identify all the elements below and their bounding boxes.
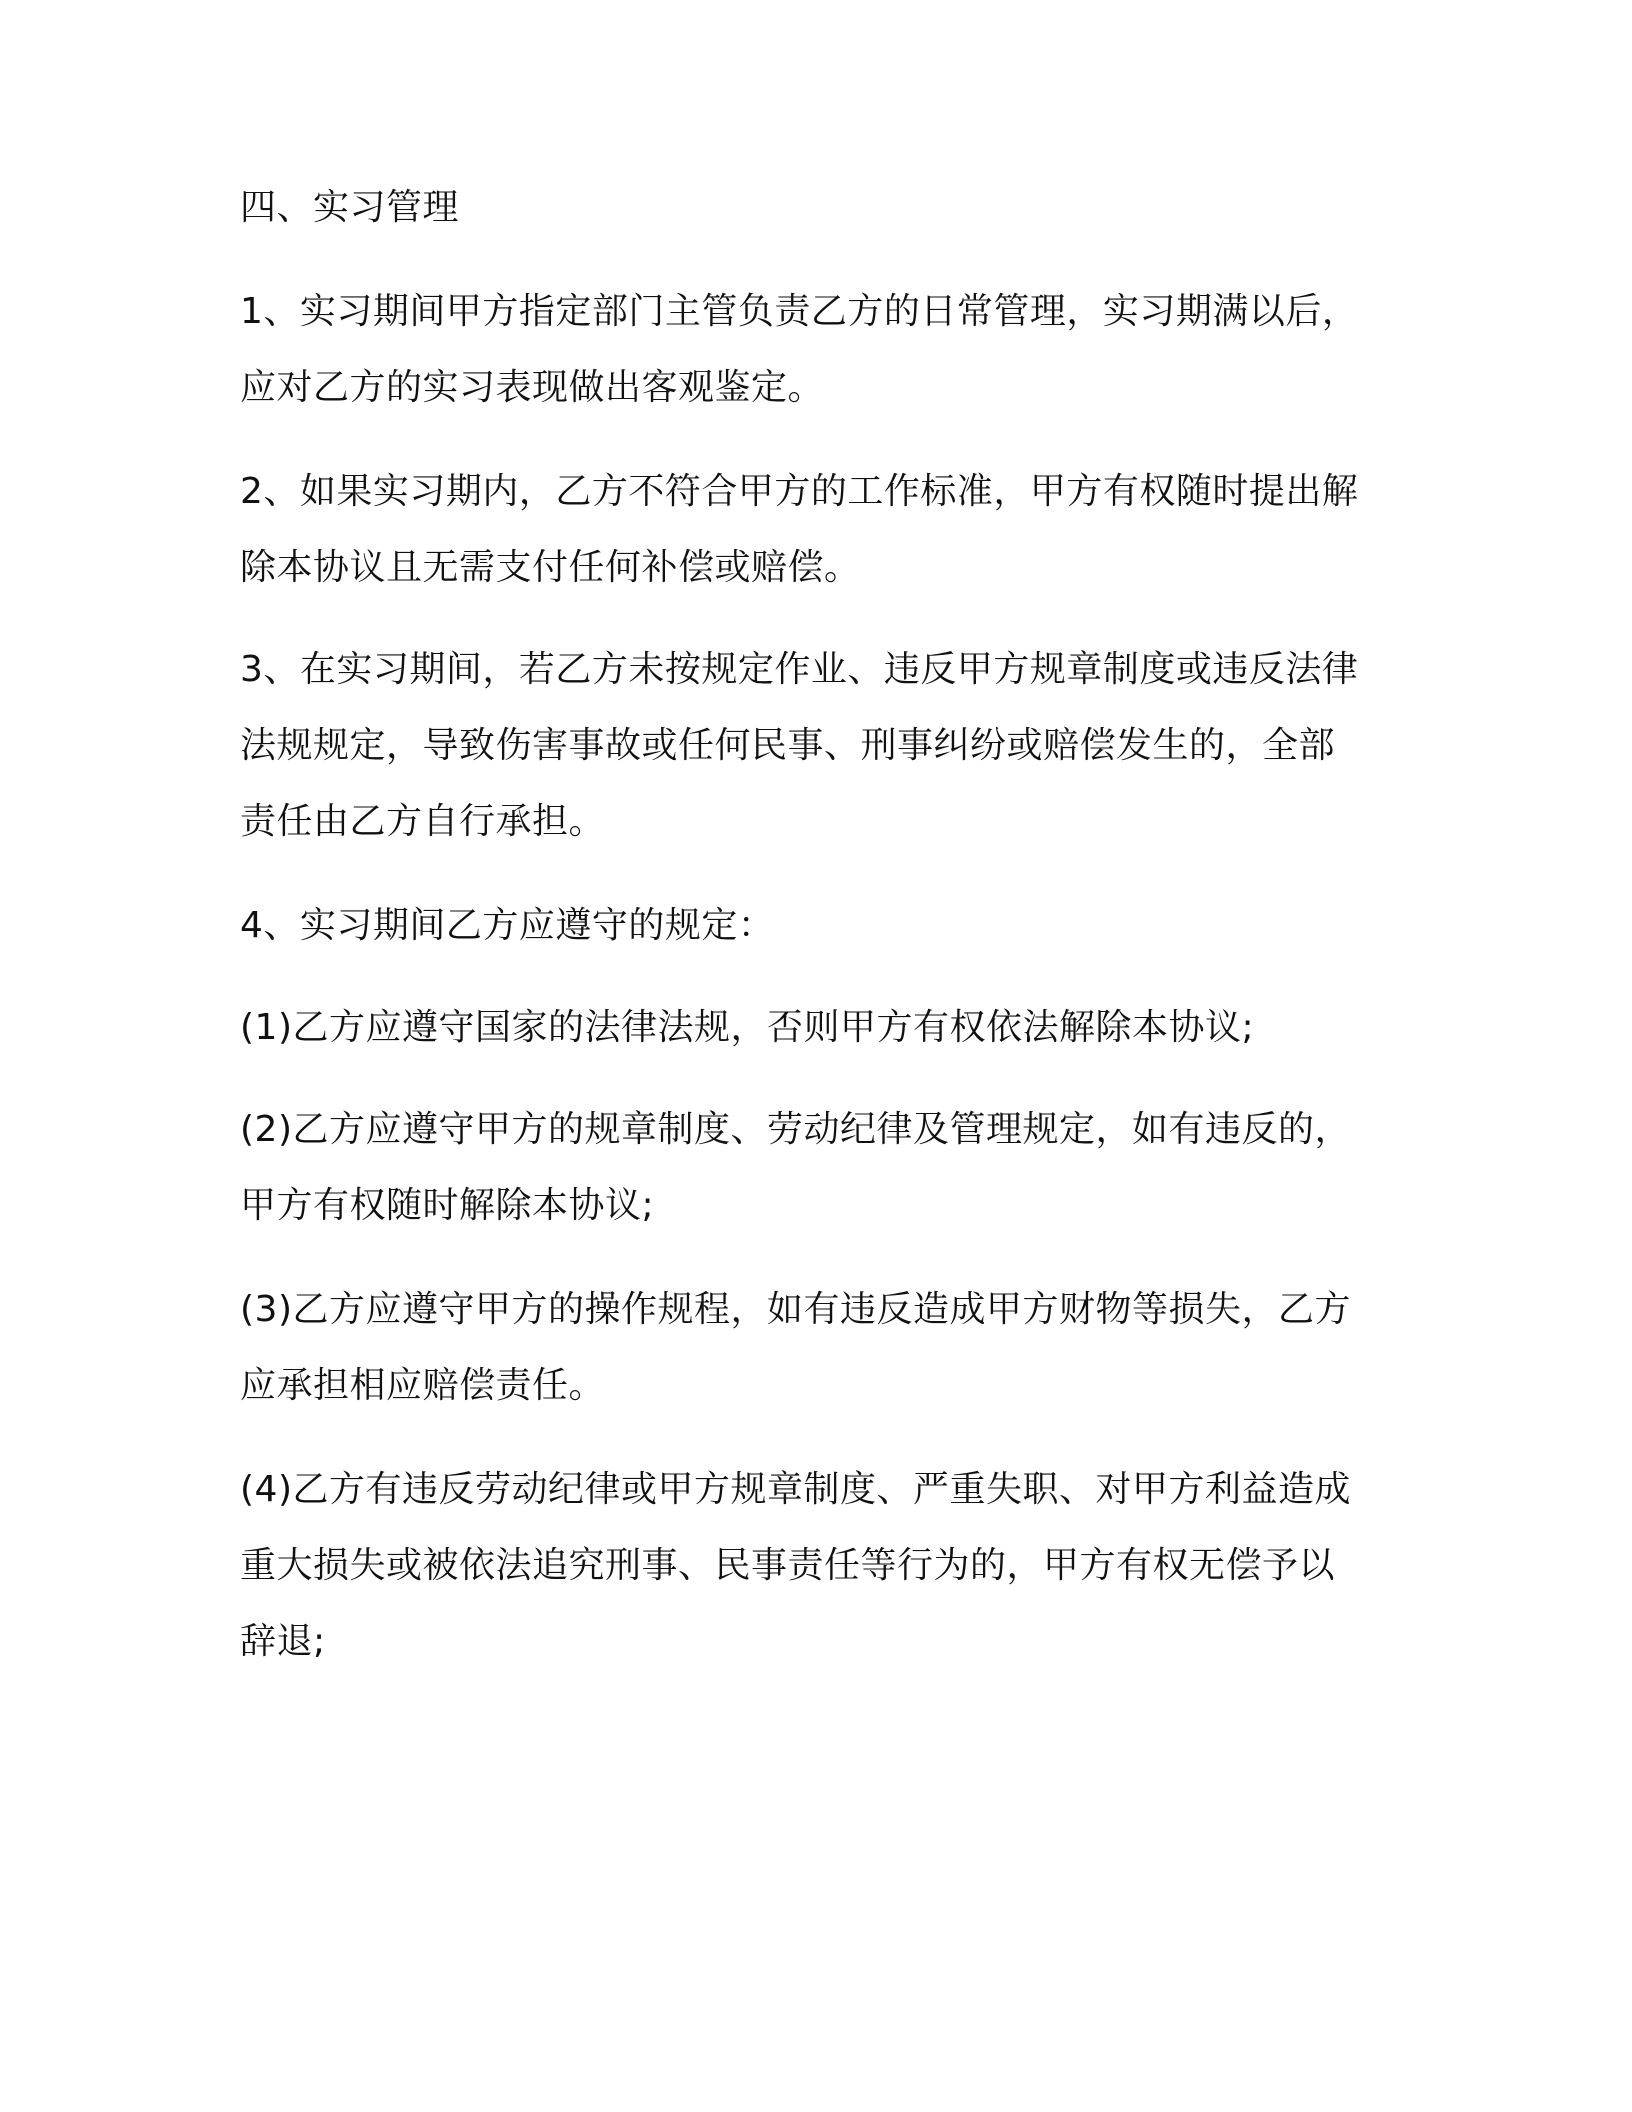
clause-3-line-2: 法规规定，导致伤害事故或任何民事、刑事纠纷或赔偿发生的，全部 xyxy=(240,725,1336,766)
clause-3-line-3: 责任由乙方自行承担。 xyxy=(240,801,606,842)
section-heading: 四、实习管理 xyxy=(240,187,460,228)
clause-2-line-1: 2、如果实习期内，乙方不符合甲方的工作标准，甲方有权随时提出解 xyxy=(240,471,1359,512)
sub-clause-4-line-1: (4)乙方有违反劳动纪律或甲方规章制度、严重失职、对甲方利益造成 xyxy=(240,1469,1351,1510)
clause-3-line-1: 3、在实习期间，若乙方未按规定作业、违反甲方规章制度或违反法律 xyxy=(240,649,1359,690)
sub-clause-3-line-1: (3)乙方应遵守甲方的操作规程，如有违反造成甲方财物等损失，乙方 xyxy=(240,1289,1351,1330)
clause-1-line-2: 应对乙方的实习表现做出客观鉴定。 xyxy=(240,367,825,408)
sub-clause-4-line-2: 重大损失或被依法追究刑事、民事责任等行为的，甲方有权无偿予以 xyxy=(240,1545,1336,1586)
sub-clause-1-line-1: (1)乙方应遵守国家的法律法规，否则甲方有权依法解除本协议; xyxy=(240,1007,1255,1048)
sub-clause-3-line-2: 应承担相应赔偿责任。 xyxy=(240,1365,606,1406)
clause-2-line-2: 除本协议且无需支付任何补偿或赔偿。 xyxy=(240,547,861,588)
sub-clause-2-line-2: 甲方有权随时解除本协议; xyxy=(240,1185,655,1226)
sub-clause-4-line-3: 辞退; xyxy=(240,1621,326,1662)
clause-4-line-1: 4、实习期间乙方应遵守的规定： xyxy=(240,905,775,946)
sub-clause-2-line-1: (2)乙方应遵守甲方的规章制度、劳动纪律及管理规定，如有违反的， xyxy=(240,1109,1351,1150)
clause-1-line-1: 1、实习期间甲方指定部门主管负责乙方的日常管理，实习期满以后， xyxy=(240,291,1359,332)
